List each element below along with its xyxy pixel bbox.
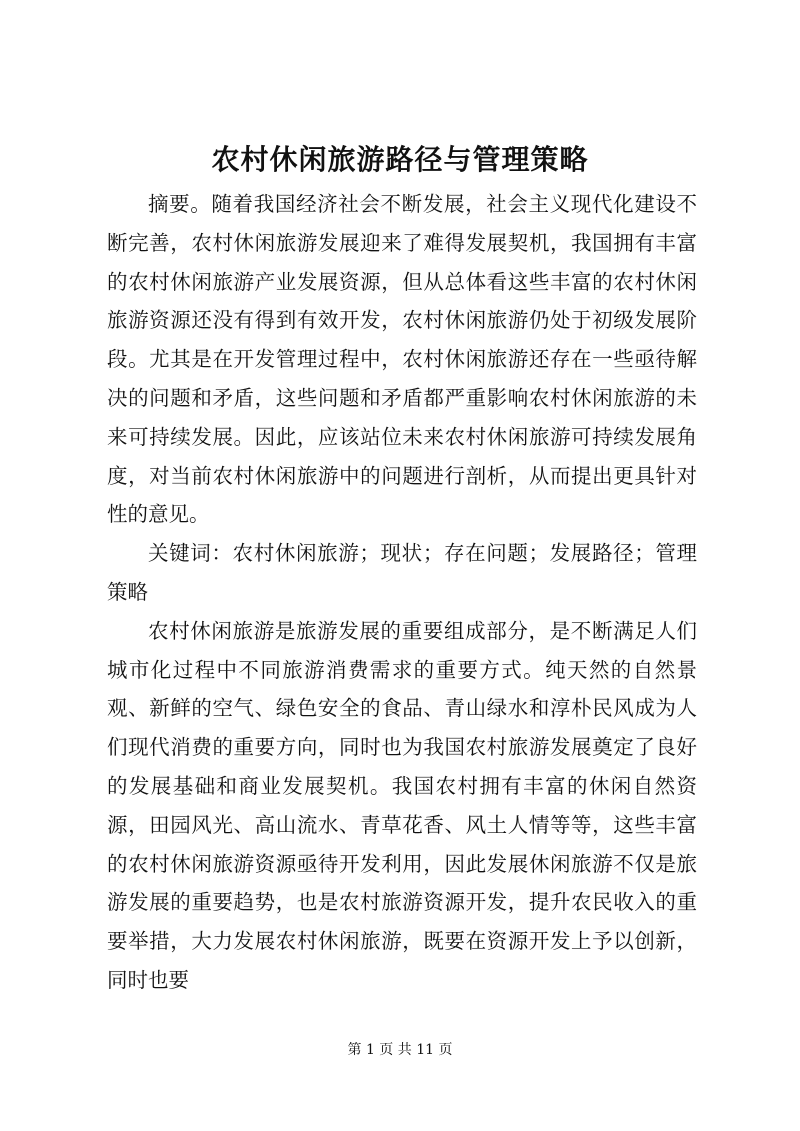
body-paragraph: 农村休闲旅游是旅游发展的重要组成部分，是不断满足人们城市化过程中不同旅游消费需求的重要方式。纯天然的自然景观、新鲜的空气、绿色安全的食品、青山绿水和淳朴民风成为人们现代消费的重要方向，同时也为我国农村旅游发展奠定了良好的发展基础和商业发展契机。我国农村拥有丰富的休闲自然资源，田园风光、高山流水、青草花香、风土人情等等，这些丰富的农村休闲旅游资源亟待开发利用，因此发展休闲旅游不仅是旅游发展的重要趋势，也是农村旅游资源开发，提升农民收入的重要举措，大力发展农村休闲旅游，既要在资源开发上予以创新，同时也要 (107, 618, 697, 992)
abstract-paragraph: 摘要。随着我国经济社会不断发展，社会主义现代化建设不断完善，农村休闲旅游发展迎来了难得发展契机，我国拥有丰富的农村休闲旅游产业发展资源，但从总体看这些丰富的农村休闲旅游资源还没有得到有效开发，农村休闲旅游仍处于初级发展阶段。尤其是在开发管理过程中，农村休闲旅游还存在一些亟待解决的问题和矛盾，这些问题和矛盾都严重影响农村休闲旅游的未来可持续发展。因此，应该站位未来农村休闲旅游可持续发展角度，对当前农村休闲旅游中的问题进行剖析，从而提出更具针对性的意见。 (107, 192, 697, 527)
page-footer: 第 1 页 共 11 页 (347, 1042, 453, 1058)
keywords-paragraph: 关键词：农村休闲旅游；现状；存在问题；发展路径；管理策略 (107, 541, 697, 604)
document-body (107, 185, 697, 1000)
document-title: 农村休闲旅游路径与管理策略 (211, 143, 589, 176)
